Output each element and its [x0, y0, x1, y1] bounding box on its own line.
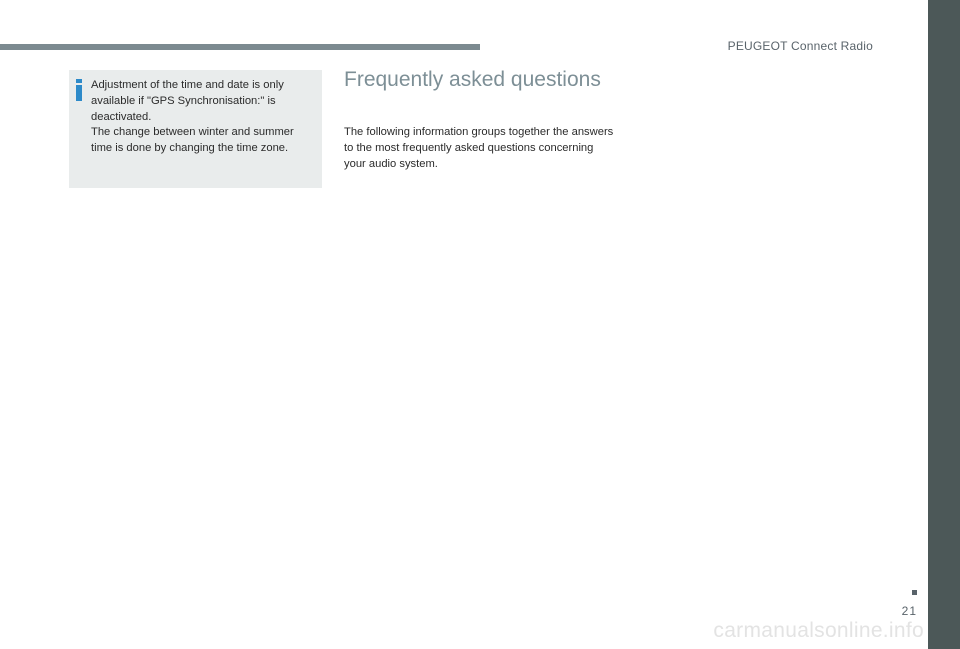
header-rule	[0, 44, 480, 50]
section-body: The following information groups together the answers to the most frequently asked questions concerning your audio system.	[344, 126, 614, 170]
info-icon	[76, 79, 82, 101]
side-tab	[928, 0, 960, 649]
header-title: PEUGEOT Connect Radio	[727, 39, 873, 53]
info-paragraph: The change between winter and summer time is done by changing the time zone.	[91, 126, 294, 155]
page-number: 21	[901, 604, 917, 618]
info-box-text	[91, 78, 316, 157]
info-paragraph: Adjustment of the time and date is only available if "GPS Synchronisation:" is deactivated.	[91, 79, 284, 123]
watermark: carmanualsonline.info	[713, 619, 924, 642]
section-title: Frequently asked questions	[344, 68, 601, 91]
page-marker	[912, 590, 917, 595]
